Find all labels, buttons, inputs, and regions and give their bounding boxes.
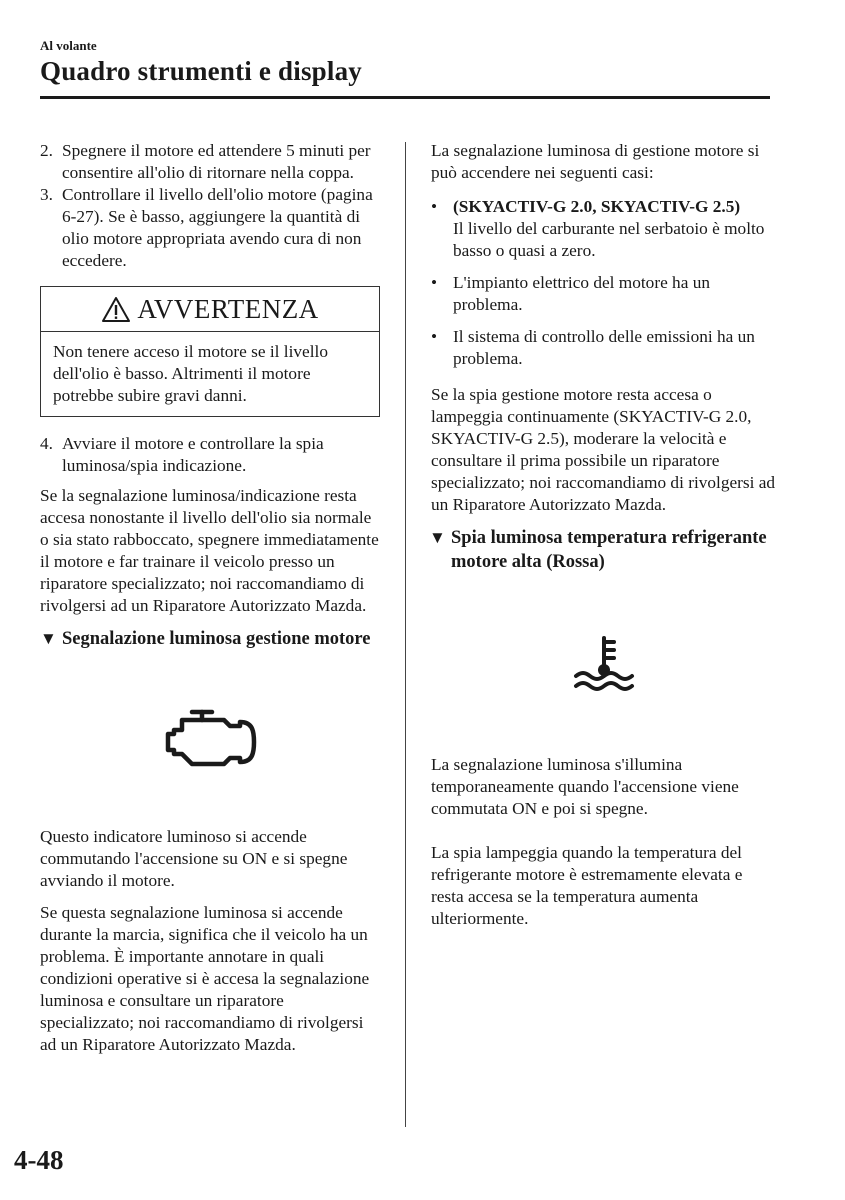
warning-triangle-icon <box>101 296 131 323</box>
bullet-bold-text: (SKYACTIV-G 2.0, SKYACTIV-G 2.5) <box>453 197 741 216</box>
heading-text: Spia luminosa temperatura refrigerante motore alta (Rossa) <box>451 528 767 572</box>
page-number: 4-48 <box>14 1145 64 1175</box>
engine-light-paragraph: Se la spia gestione motore resta accesa o lampeggia continuamente (SKYACTIV-G 2.0, SKYACTIV-G 2.5), moderare la velocità e consultare il prima possibile un riparatore specializzato; noi raccomandiamo di rivolgersi ad un Riparatore Autorizzato Mazda. <box>431 385 776 514</box>
warning-text: Non tenere acceso il motore se il livello dell'olio è basso. Altrimenti il motore potrebbe subire gravi danni. <box>53 342 328 405</box>
bullet-text: L'impianto elettrico del motore ha un problema. <box>453 273 710 314</box>
bullet-marker: • <box>431 273 438 292</box>
heading-marker: ▼ <box>429 528 446 547</box>
title-rule <box>40 96 770 99</box>
warning-box <box>40 286 380 417</box>
step-text: Avviare il motore e controllare la spia luminosa/spia indicazione. <box>62 434 324 475</box>
step-3 <box>40 184 380 272</box>
check-engine-icon <box>162 708 258 770</box>
step-2 <box>40 140 380 184</box>
temp-light-paragraph-2: La spia lampeggia quando la temperatura del refrigerante motore è estremamente elevata e resta accesa se la temperatura aumenta ulteriormente. <box>431 843 743 928</box>
step-text: Spegnere il motore ed attendere 5 minuti per consentire all'olio di ritornare nella coppa. <box>62 141 371 182</box>
section-heading <box>429 526 776 574</box>
heading-marker: ▼ <box>40 629 57 648</box>
step-text: Controllare il livello dell'olio motore (pagina 6-27). Se è basso, aggiungere la quantità di olio motore appropriata avendo cura di non eccedere. <box>62 185 373 270</box>
temp-light-paragraph-1: La segnalazione luminosa s'illumina temporaneamente quando l'accensione viene commutata ON e poi si spegne. <box>431 755 739 818</box>
bullet-marker: • <box>431 327 438 346</box>
coolant-temperature-icon <box>572 634 636 694</box>
heading-text: Segnalazione luminosa gestione motore <box>62 629 371 649</box>
engine-icon-wrap <box>40 651 380 826</box>
temp-icon-wrap <box>431 574 776 754</box>
right-column <box>431 140 776 940</box>
bullet-text: Il livello del carburante nel serbatoio è molto basso o quasi a zero. <box>453 219 765 260</box>
engine-light-paragraph-1: Questo indicatore luminoso si accende commutando l'accensione su ON e si spegne avviando il motore. <box>40 827 348 890</box>
intro-paragraph: La segnalazione luminosa di gestione motore si può accendere nei seguenti casi: <box>431 141 760 182</box>
bullet-item <box>431 272 776 316</box>
left-column <box>40 140 380 1066</box>
step-number: 2. <box>40 141 53 160</box>
oil-paragraph: Se la segnalazione luminosa/indicazione resta accesa nonostante il livello dell'olio sia normale o sia stato rabboccato, spegnere immediatamente il motore e far trainare il veicolo presso un riparatore specializzato; noi raccomandiamo di rivolgersi ad un Riparatore Autorizzato Mazda. <box>40 486 379 615</box>
bullet-item <box>431 196 776 262</box>
bullet-item <box>431 326 776 370</box>
section-label: Al volante <box>40 38 97 53</box>
bullet-text: Il sistema di controllo delle emissioni ha un problema. <box>453 327 755 368</box>
section-heading <box>40 627 380 651</box>
bullet-marker: • <box>431 197 438 216</box>
step-number: 4. <box>40 434 53 453</box>
column-divider <box>405 142 406 1127</box>
warning-title: AVVERTENZA <box>137 294 319 324</box>
warning-header <box>41 287 379 332</box>
page-title: Quadro strumenti e display <box>40 56 362 86</box>
step-number: 3. <box>40 185 53 204</box>
engine-light-paragraph-2: Se questa segnalazione luminosa si accende durante la marcia, significa che il veicolo ha un problema. È importante annotare in quali condizioni operative si è accesa la segnalazione luminosa e consultare un riparatore specializzato; noi raccomandiamo di rivolgersi ad un Riparatore Autorizzato Mazda. <box>40 903 370 1054</box>
step-4 <box>40 433 380 477</box>
